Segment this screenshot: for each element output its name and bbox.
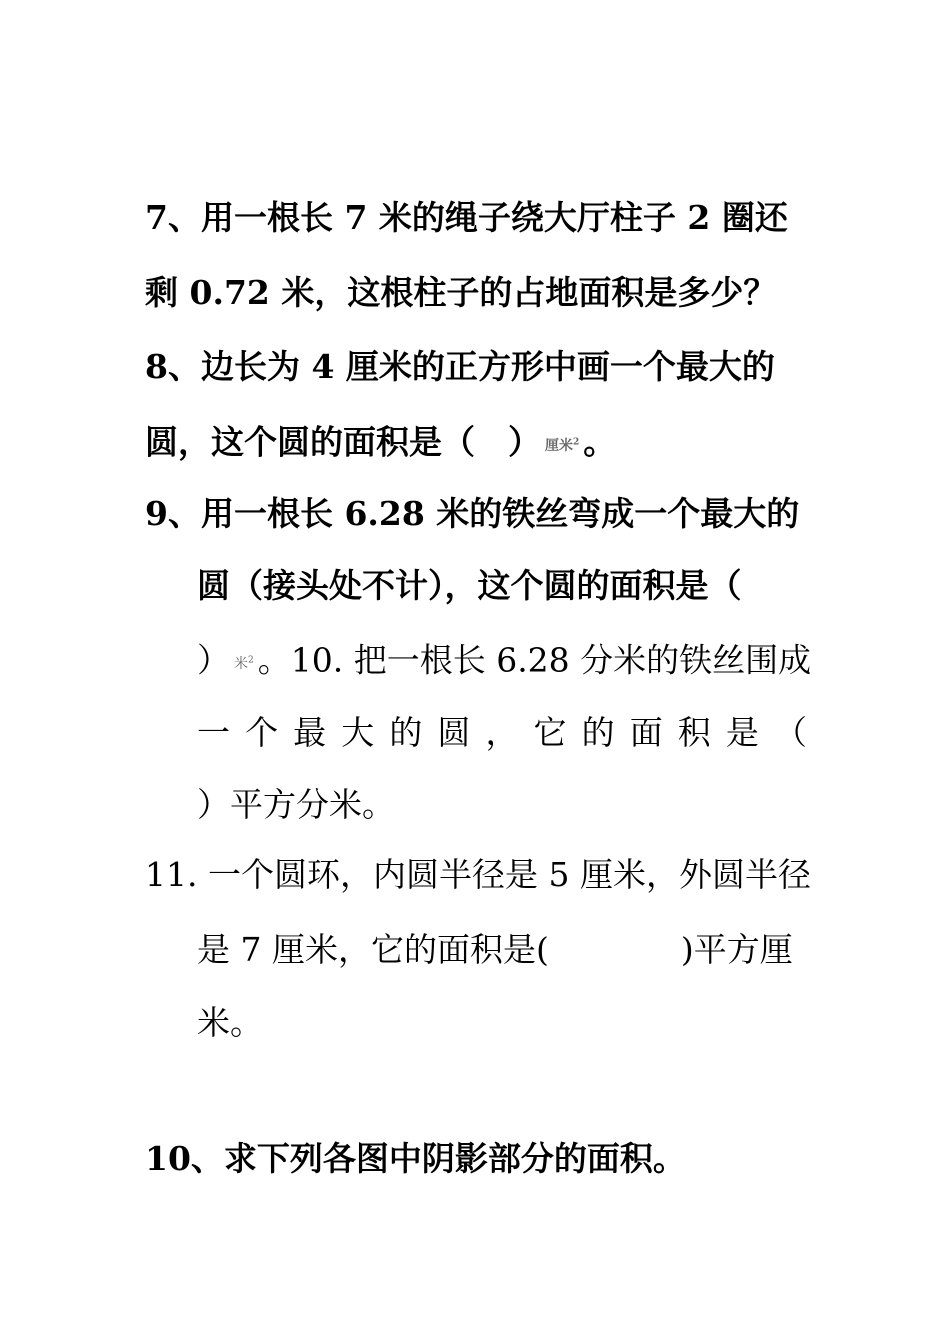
- question-11-line-1: 11. 一个圆环，内圆半径是 5 厘米，外圆半径: [145, 855, 811, 894]
- question-8-text: 圆，这个圆的面积是（ ）: [145, 422, 541, 462]
- question-11-line-2: 是 7 厘米，它的面积是( )平方厘: [197, 930, 793, 969]
- question-10-line-2: 一 个 最 大 的 圆 ， 它 的 面 积 是 （: [197, 713, 807, 752]
- question-8-end: 。: [583, 422, 617, 462]
- unit-square-centimeter: 厘米$^2$: [545, 437, 580, 454]
- section-shaded-area-heading: 10、求下列各图中阴影部分的面积。: [145, 1139, 686, 1178]
- question-7-line-1: 7、用一根长 7 米的绳子绕大厅柱子 2 圈还: [145, 198, 788, 237]
- question-9-line-2: 圆（接头处不计），这个圆的面积是（: [197, 566, 742, 605]
- question-7-line-2: 剩 0.72 米，这根柱子的占地面积是多少？: [145, 273, 777, 312]
- unit-square-meter: 米$^2$: [234, 655, 254, 672]
- question-9-line-1: 9、用一根长 6.28 米的铁丝弯成一个最大的: [145, 494, 800, 533]
- question-10-start: 。10. 把一根长 6.28 分米的铁丝围成: [257, 640, 812, 680]
- question-9-bracket: ）: [197, 640, 230, 680]
- question-11-line-3: 米。: [197, 1003, 263, 1042]
- question-9-line-3: [197, 640, 811, 684]
- question-8-line-1: 8、边长为 4 厘米的正方形中画一个最大的: [145, 347, 775, 386]
- question-8-line-2: [145, 422, 616, 466]
- question-10-line-3: ）平方分米。: [197, 785, 395, 824]
